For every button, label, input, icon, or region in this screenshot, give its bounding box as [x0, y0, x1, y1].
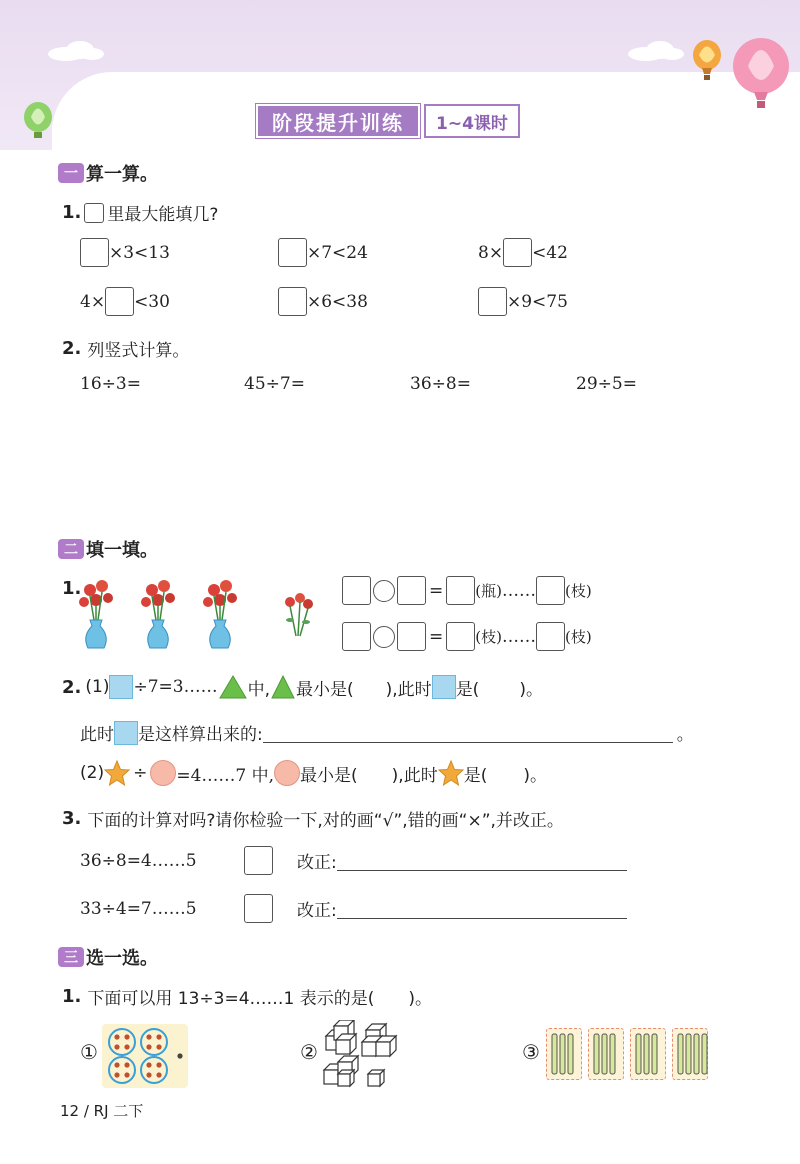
- option-label[interactable]: ③: [522, 1040, 540, 1064]
- blue-square-shape: [109, 675, 133, 699]
- hot-air-balloon-icon: [22, 102, 54, 142]
- question-prompt: [62, 984, 432, 1009]
- correction-line[interactable]: [337, 899, 627, 919]
- question-number: 3.: [62, 808, 82, 829]
- expression-text: 33÷4=7……5: [80, 898, 197, 919]
- expression-text: ×3<13: [109, 242, 170, 263]
- section-title: 填一填。: [86, 540, 158, 561]
- exercise-item: [278, 287, 368, 316]
- page-title: 阶段提升训练: [256, 104, 420, 138]
- division-item: 16÷3=: [80, 374, 141, 394]
- question-text: 是(: [455, 679, 480, 700]
- section-title: 算一算。: [86, 164, 158, 185]
- question-number: 2.: [62, 338, 82, 359]
- cube-groups-illustration: [322, 1020, 402, 1090]
- answer-box[interactable]: [536, 576, 565, 605]
- page-subtitle: 1~4课时: [424, 104, 520, 138]
- correction-line[interactable]: [337, 851, 627, 871]
- question-text: 最小是(: [296, 679, 354, 700]
- division-item: 29÷5=: [576, 374, 637, 394]
- blue-square-shape: [114, 721, 138, 745]
- correction-label: 改正:: [297, 853, 337, 873]
- question-text: 列竖式计算。: [87, 341, 190, 361]
- remainder-dots: ……: [501, 580, 536, 601]
- unit-label: (枝): [564, 628, 592, 646]
- question-text: 最小是(: [300, 765, 358, 786]
- page-footer: 12 / RJ 二下: [60, 1102, 144, 1120]
- expression-text: ×6<38: [307, 291, 368, 312]
- question-line: [80, 720, 694, 745]
- pink-circle-shape: [274, 760, 300, 786]
- part-label: (1): [85, 677, 110, 697]
- green-triangle-icon: [218, 674, 248, 700]
- part-label: (2): [80, 763, 105, 783]
- question-prompt: [62, 336, 189, 361]
- check-row: [80, 846, 627, 875]
- answer-box[interactable]: [446, 622, 475, 651]
- question-text: )。: [408, 989, 433, 1009]
- exercise-item: [478, 238, 568, 267]
- option-label[interactable]: ①: [80, 1040, 98, 1064]
- question-number: 1.: [62, 202, 82, 223]
- answer-box[interactable]: [503, 238, 532, 267]
- vase-icon: [79, 580, 113, 648]
- question-text: ),此时: [385, 679, 432, 700]
- exercise-item: [80, 287, 170, 316]
- answer-box[interactable]: [446, 576, 475, 605]
- expression-text: <42: [532, 242, 568, 263]
- section-number-badge: 三: [58, 947, 84, 967]
- answer-box[interactable]: [397, 622, 426, 651]
- green-triangle-icon: [270, 674, 296, 700]
- question-number: 2.: [62, 676, 82, 698]
- question-prompt: [62, 806, 564, 831]
- equals-sign: =: [429, 580, 444, 601]
- question-text: 下面的计算对吗?请你检验一下,对的画“√”,错的画“×”,并改正。: [87, 811, 564, 831]
- hot-air-balloon-icon: [730, 38, 792, 110]
- answer-box[interactable]: [536, 622, 565, 651]
- expression-text: 4×: [80, 291, 106, 312]
- answer-box[interactable]: [397, 576, 426, 605]
- star-icon: [438, 760, 464, 786]
- equation-row: [342, 622, 592, 651]
- question-text: 中,: [247, 679, 270, 700]
- expression-text: ÷7=3……: [133, 677, 218, 697]
- expression-text: =4……7 中,: [176, 765, 275, 786]
- hot-air-balloon-icon: [690, 40, 724, 82]
- section-number-badge: 二: [58, 539, 84, 559]
- operator-circle[interactable]: [373, 626, 395, 648]
- equals-sign: =: [429, 626, 444, 647]
- operator-text: ÷: [133, 763, 148, 783]
- expression-text: ×7<24: [307, 242, 368, 263]
- expression-text: <30: [134, 291, 170, 312]
- counting-sticks-illustration: [546, 1028, 716, 1080]
- question-text: ),此时: [391, 765, 438, 786]
- pink-circle-shape: [150, 760, 176, 786]
- section-number-badge: 一: [58, 163, 84, 183]
- exercise-item: [478, 287, 568, 316]
- question-text: 是这样算出来的:: [138, 725, 263, 745]
- question-text: 下面可以用 13÷3=4……1 表示的是(: [87, 989, 375, 1009]
- answer-line[interactable]: [263, 723, 673, 743]
- division-item: 36÷8=: [410, 374, 471, 394]
- cloud-icon: [46, 38, 106, 62]
- check-box[interactable]: [244, 846, 273, 875]
- check-row: [80, 894, 627, 923]
- section-heading: [58, 160, 158, 186]
- answer-box[interactable]: [80, 238, 109, 267]
- question-line: [80, 760, 547, 786]
- cloud-icon: [626, 38, 686, 62]
- answer-box[interactable]: [278, 238, 307, 267]
- question-text: 此时: [80, 725, 114, 745]
- question-prompt: [62, 200, 218, 225]
- answer-box-example: [84, 203, 104, 223]
- answer-box[interactable]: [342, 622, 371, 651]
- correction-label: 改正:: [297, 901, 337, 921]
- question-text: 里最大能填几?: [107, 205, 219, 225]
- answer-box[interactable]: [105, 287, 134, 316]
- section-heading: [58, 944, 158, 970]
- equation-row: [342, 576, 592, 605]
- question-number: 1.: [62, 578, 82, 599]
- question-line: [62, 674, 543, 700]
- unit-label: (枝): [475, 628, 502, 646]
- unit-label: (瓶): [475, 582, 502, 600]
- dot-groups-illustration: [102, 1024, 188, 1088]
- division-item: 45÷7=: [244, 374, 305, 394]
- option-label[interactable]: ②: [300, 1040, 318, 1064]
- expression-text: 36÷8=4……5: [80, 850, 197, 871]
- star-icon: [104, 760, 130, 786]
- check-box[interactable]: [244, 894, 273, 923]
- section-heading: [58, 536, 158, 562]
- flower-vases-illustration: [76, 580, 326, 652]
- expression-text: ×9<75: [507, 291, 568, 312]
- answer-box[interactable]: [278, 287, 307, 316]
- expression-text: 8×: [478, 242, 504, 263]
- remainder-dots: ……: [501, 626, 536, 647]
- answer-box[interactable]: [478, 287, 507, 316]
- question-text: 是(: [463, 765, 488, 786]
- blue-square-shape: [432, 675, 456, 699]
- section-title: 选一选。: [86, 948, 158, 969]
- question-number: 1.: [62, 986, 82, 1007]
- exercise-item: [80, 238, 170, 267]
- lesson-title-banner: [256, 104, 520, 138]
- period-mark: 。: [676, 725, 694, 745]
- unit-label: (枝): [564, 582, 592, 600]
- question-text: )。: [523, 765, 547, 786]
- question-text: )。: [519, 679, 543, 700]
- exercise-item: [278, 238, 368, 267]
- operator-circle[interactable]: [373, 580, 395, 602]
- answer-box[interactable]: [342, 576, 371, 605]
